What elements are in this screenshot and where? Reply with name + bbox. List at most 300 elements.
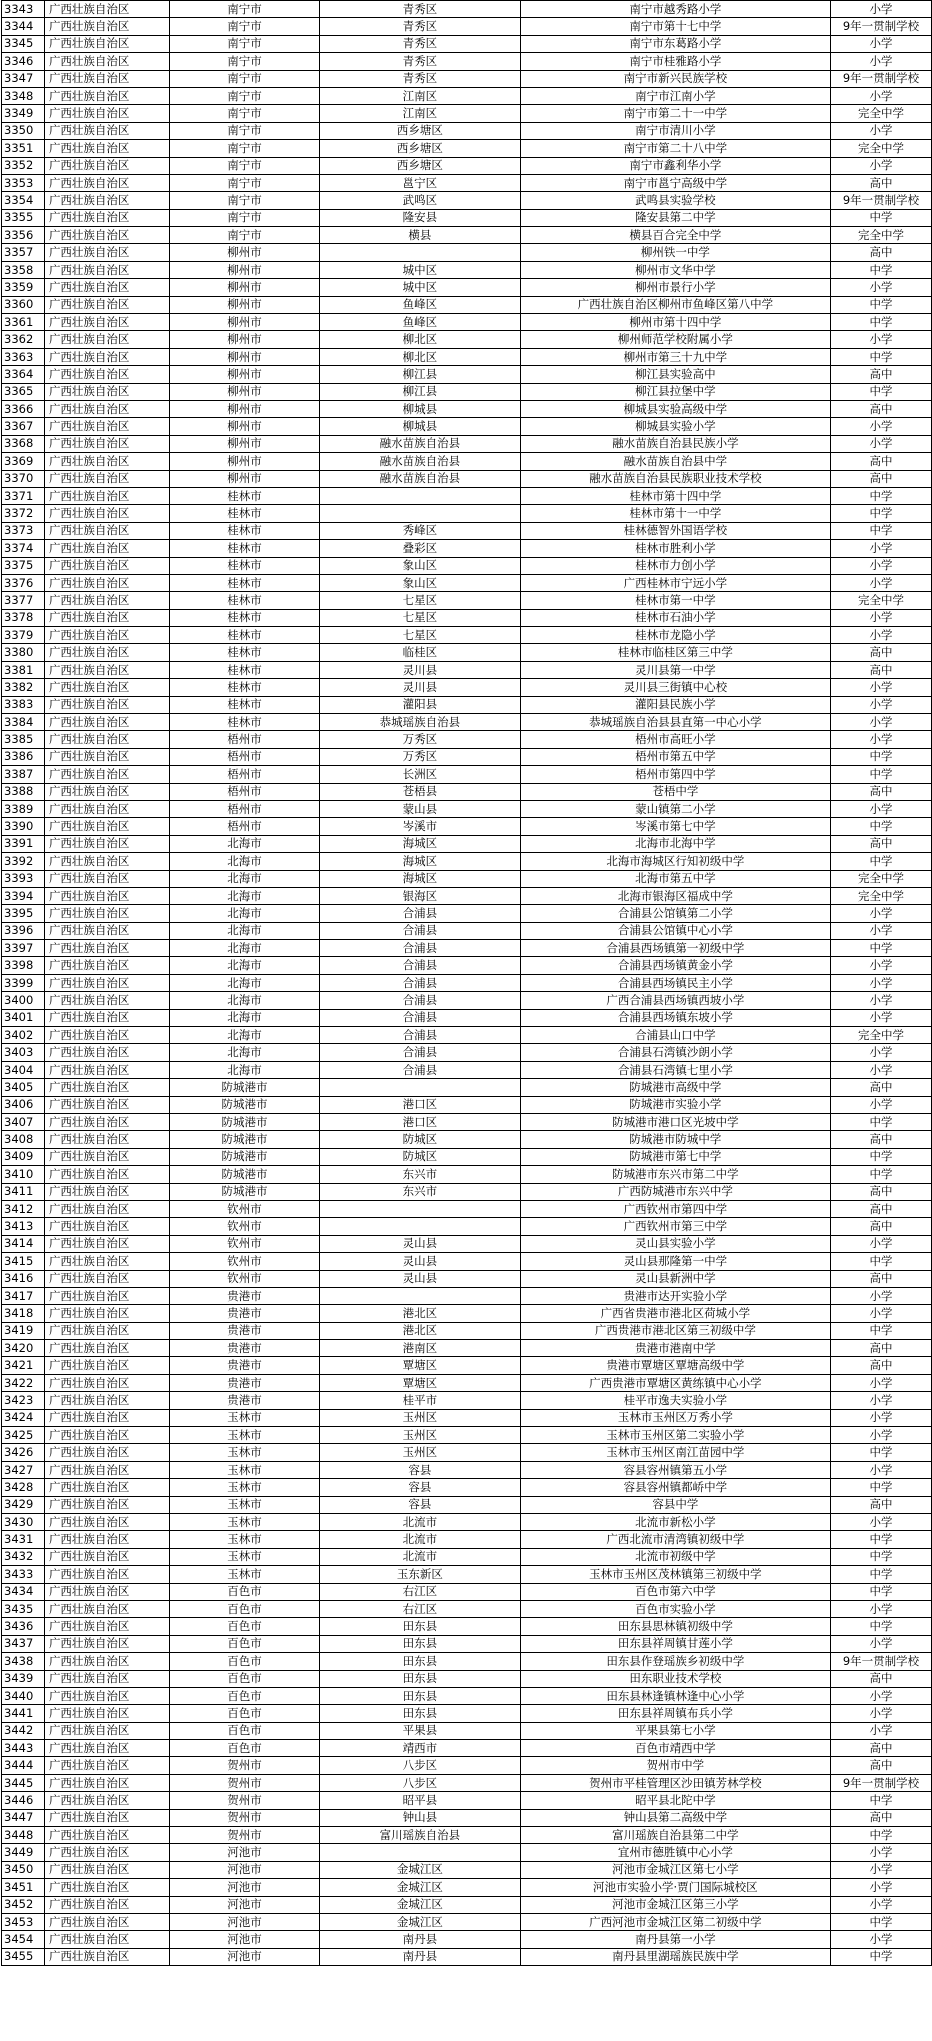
school-type-cell: 小学 <box>831 1687 932 1704</box>
province-cell: 广西壮族自治区 <box>44 1444 169 1461</box>
province-cell: 广西壮族自治区 <box>44 870 169 887</box>
province-cell: 广西壮族自治区 <box>44 1531 169 1548</box>
district-cell <box>320 1287 520 1304</box>
table-row <box>2 1340 932 1357</box>
city-cell: 桂林市 <box>169 627 319 644</box>
province-cell: 广西壮族自治区 <box>44 1287 169 1304</box>
district-cell: 隆安县 <box>320 209 520 226</box>
school-name-cell: 灵山县新洲中学 <box>520 1270 830 1287</box>
row-number-cell: 3370 <box>2 470 45 487</box>
school-type-cell: 小学 <box>831 1722 932 1739</box>
table-row <box>2 1653 932 1670</box>
table-row <box>2 1913 932 1930</box>
school-type-cell: 高中 <box>831 1357 932 1374</box>
row-number-cell: 3366 <box>2 400 45 417</box>
school-name-cell: 容县容州镇都峤中学 <box>520 1479 830 1496</box>
row-number-cell: 3353 <box>2 174 45 191</box>
district-cell: 万秀区 <box>320 748 520 765</box>
school-name-cell: 柳州师范学校附属小学 <box>520 331 830 348</box>
school-type-cell: 高中 <box>831 1496 932 1513</box>
school-name-cell: 隆安县第二中学 <box>520 209 830 226</box>
row-number-cell: 3446 <box>2 1792 45 1809</box>
school-list-table <box>1 0 932 1966</box>
table-row <box>2 174 932 191</box>
table-row <box>2 348 932 365</box>
city-cell: 北海市 <box>169 940 319 957</box>
table-row <box>2 53 932 70</box>
row-number-cell: 3425 <box>2 1427 45 1444</box>
school-name-cell: 百色市靖西中学 <box>520 1740 830 1757</box>
province-cell: 广西壮族自治区 <box>44 1931 169 1948</box>
city-cell: 南宁市 <box>169 192 319 209</box>
school-type-cell: 小学 <box>831 1235 932 1252</box>
row-number-cell: 3350 <box>2 122 45 139</box>
province-cell: 广西壮族自治区 <box>44 1809 169 1826</box>
school-name-cell: 灵山县实验小学 <box>520 1235 830 1252</box>
district-cell: 蒙山县 <box>320 800 520 817</box>
district-cell: 七星区 <box>320 627 520 644</box>
province-cell: 广西壮族自治区 <box>44 1548 169 1565</box>
school-name-cell: 合浦县山口中学 <box>520 1027 830 1044</box>
city-cell: 南宁市 <box>169 35 319 52</box>
table-row <box>2 1218 932 1235</box>
city-cell: 南宁市 <box>169 157 319 174</box>
province-cell: 广西壮族自治区 <box>44 1009 169 1026</box>
table-row <box>2 1600 932 1617</box>
school-type-cell: 中学 <box>831 1792 932 1809</box>
school-type-cell: 小学 <box>831 922 932 939</box>
school-name-cell: 灵川县第一中学 <box>520 661 830 678</box>
city-cell: 梧州市 <box>169 766 319 783</box>
province-cell: 广西壮族自治区 <box>44 1427 169 1444</box>
province-cell: 广西壮族自治区 <box>44 679 169 696</box>
city-cell: 贺州市 <box>169 1757 319 1774</box>
district-cell: 秀峰区 <box>320 522 520 539</box>
row-number-cell: 3343 <box>2 1 45 18</box>
province-cell: 广西壮族自治区 <box>44 1096 169 1113</box>
table-row <box>2 505 932 522</box>
table-row <box>2 1513 932 1530</box>
table-row <box>2 905 932 922</box>
school-name-cell: 桂平市逸夫实验小学 <box>520 1392 830 1409</box>
city-cell: 贺州市 <box>169 1774 319 1791</box>
row-number-cell: 3389 <box>2 800 45 817</box>
table-row <box>2 35 932 52</box>
school-name-cell: 恭城瑶族自治县县直第一中心小学 <box>520 714 830 731</box>
table-row <box>2 1496 932 1513</box>
city-cell: 桂林市 <box>169 487 319 504</box>
row-number-cell: 3419 <box>2 1322 45 1339</box>
school-name-cell: 广西河池市金城江区第二初级中学 <box>520 1913 830 1930</box>
city-cell: 桂林市 <box>169 696 319 713</box>
school-name-cell: 广西防城港市东兴中学 <box>520 1183 830 1200</box>
district-cell <box>320 505 520 522</box>
province-cell: 广西壮族自治区 <box>44 644 169 661</box>
city-cell: 柳州市 <box>169 348 319 365</box>
school-type-cell: 中学 <box>831 766 932 783</box>
city-cell: 贵港市 <box>169 1305 319 1322</box>
district-cell: 北流市 <box>320 1513 520 1530</box>
school-name-cell: 融水苗族自治县民族小学 <box>520 435 830 452</box>
row-number-cell: 3351 <box>2 140 45 157</box>
city-cell: 玉林市 <box>169 1427 319 1444</box>
city-cell: 北海市 <box>169 870 319 887</box>
table-row <box>2 244 932 261</box>
school-name-cell: 田东职业技术学校 <box>520 1670 830 1687</box>
row-number-cell: 3357 <box>2 244 45 261</box>
row-number-cell: 3344 <box>2 18 45 35</box>
district-cell: 横县 <box>320 227 520 244</box>
school-name-cell: 田东县祥周镇布兵小学 <box>520 1705 830 1722</box>
school-name-cell: 桂林市石油小学 <box>520 609 830 626</box>
row-number-cell: 3364 <box>2 366 45 383</box>
table-row <box>2 1287 932 1304</box>
row-number-cell: 3379 <box>2 627 45 644</box>
province-cell: 广西壮族自治区 <box>44 1653 169 1670</box>
school-type-cell: 完全中学 <box>831 1027 932 1044</box>
row-number-cell: 3395 <box>2 905 45 922</box>
province-cell: 广西壮族自治区 <box>44 887 169 904</box>
district-cell: 合浦县 <box>320 992 520 1009</box>
school-name-cell: 合浦县石湾镇沙朗小学 <box>520 1044 830 1061</box>
table-row <box>2 1148 932 1165</box>
city-cell: 桂林市 <box>169 505 319 522</box>
school-type-cell: 高中 <box>831 644 932 661</box>
row-number-cell: 3371 <box>2 487 45 504</box>
city-cell: 玉林市 <box>169 1496 319 1513</box>
row-number-cell: 3453 <box>2 1913 45 1930</box>
city-cell: 柳州市 <box>169 331 319 348</box>
city-cell: 贺州市 <box>169 1809 319 1826</box>
row-number-cell: 3363 <box>2 348 45 365</box>
city-cell: 梧州市 <box>169 818 319 835</box>
school-name-cell: 钟山县第二高级中学 <box>520 1809 830 1826</box>
school-type-cell: 高中 <box>831 244 932 261</box>
district-cell: 南丹县 <box>320 1948 520 1965</box>
school-type-cell: 小学 <box>831 974 932 991</box>
school-type-cell: 小学 <box>831 1009 932 1026</box>
school-type-cell: 小学 <box>831 714 932 731</box>
school-name-cell: 北海市银海区福成中学 <box>520 887 830 904</box>
school-name-cell: 梧州市第四中学 <box>520 766 830 783</box>
row-number-cell: 3345 <box>2 35 45 52</box>
table-row <box>2 400 932 417</box>
district-cell: 万秀区 <box>320 731 520 748</box>
row-number-cell: 3440 <box>2 1687 45 1704</box>
city-cell: 钦州市 <box>169 1235 319 1252</box>
table-row <box>2 192 932 209</box>
school-name-cell: 防城港市实验小学 <box>520 1096 830 1113</box>
table-row <box>2 748 932 765</box>
city-cell: 河池市 <box>169 1879 319 1896</box>
school-type-cell: 小学 <box>831 557 932 574</box>
city-cell: 百色市 <box>169 1635 319 1652</box>
school-name-cell: 柳州市文华中学 <box>520 261 830 278</box>
school-name-cell: 岑溪市第七中学 <box>520 818 830 835</box>
school-type-cell: 小学 <box>831 609 932 626</box>
city-cell: 百色市 <box>169 1653 319 1670</box>
district-cell: 融水苗族自治县 <box>320 435 520 452</box>
school-name-cell: 富川瑶族自治县第二中学 <box>520 1827 830 1844</box>
school-name-cell: 宜州市德胜镇中心小学 <box>520 1844 830 1861</box>
row-number-cell: 3423 <box>2 1392 45 1409</box>
school-type-cell: 中学 <box>831 348 932 365</box>
school-type-cell: 小学 <box>831 35 932 52</box>
school-type-cell: 小学 <box>831 53 932 70</box>
school-name-cell: 桂林市临桂区第三中学 <box>520 644 830 661</box>
row-number-cell: 3402 <box>2 1027 45 1044</box>
city-cell: 柳州市 <box>169 470 319 487</box>
school-name-cell: 南宁市鑫利华小学 <box>520 157 830 174</box>
school-type-cell: 高中 <box>831 1740 932 1757</box>
province-cell: 广西壮族自治区 <box>44 783 169 800</box>
table-row <box>2 1722 932 1739</box>
table-row <box>2 1357 932 1374</box>
city-cell: 北海市 <box>169 957 319 974</box>
district-cell: 银海区 <box>320 887 520 904</box>
row-number-cell: 3401 <box>2 1009 45 1026</box>
province-cell: 广西壮族自治区 <box>44 905 169 922</box>
district-cell: 田东县 <box>320 1670 520 1687</box>
table-row <box>2 70 932 87</box>
district-cell <box>320 244 520 261</box>
table-row <box>2 1096 932 1113</box>
school-name-cell: 北流市新松小学 <box>520 1513 830 1530</box>
district-cell: 灵山县 <box>320 1235 520 1252</box>
district-cell: 柳江县 <box>320 383 520 400</box>
school-name-cell: 柳江县拉堡中学 <box>520 383 830 400</box>
school-type-cell: 完全中学 <box>831 105 932 122</box>
city-cell: 钦州市 <box>169 1253 319 1270</box>
district-cell: 覃塘区 <box>320 1357 520 1374</box>
district-cell: 青秀区 <box>320 53 520 70</box>
province-cell: 广西壮族自治区 <box>44 1879 169 1896</box>
school-type-cell: 完全中学 <box>831 592 932 609</box>
row-number-cell: 3388 <box>2 783 45 800</box>
district-cell: 右江区 <box>320 1583 520 1600</box>
school-type-cell: 中学 <box>831 940 932 957</box>
city-cell: 玉林市 <box>169 1566 319 1583</box>
school-name-cell: 贺州市中学 <box>520 1757 830 1774</box>
row-number-cell: 3406 <box>2 1096 45 1113</box>
district-cell: 金城江区 <box>320 1896 520 1913</box>
district-cell: 灵川县 <box>320 679 520 696</box>
school-name-cell: 苍梧中学 <box>520 783 830 800</box>
row-number-cell: 3443 <box>2 1740 45 1757</box>
table-row <box>2 1166 932 1183</box>
province-cell: 广西壮族自治区 <box>44 1757 169 1774</box>
table-row <box>2 1114 932 1131</box>
province-cell: 广西壮族自治区 <box>44 1235 169 1252</box>
province-cell: 广西壮族自治区 <box>44 540 169 557</box>
school-type-cell: 小学 <box>831 540 932 557</box>
school-type-cell: 高中 <box>831 366 932 383</box>
school-name-cell: 桂林市胜利小学 <box>520 540 830 557</box>
school-type-cell: 小学 <box>831 731 932 748</box>
table-row <box>2 453 932 470</box>
district-cell: 长洲区 <box>320 766 520 783</box>
city-cell: 北海市 <box>169 835 319 852</box>
row-number-cell: 3422 <box>2 1374 45 1391</box>
city-cell: 防城港市 <box>169 1183 319 1200</box>
school-type-cell: 小学 <box>831 1600 932 1617</box>
district-cell: 合浦县 <box>320 1027 520 1044</box>
school-type-cell: 高中 <box>831 1079 932 1096</box>
city-cell: 玉林市 <box>169 1513 319 1530</box>
province-cell: 广西壮族自治区 <box>44 53 169 70</box>
city-cell: 玉林市 <box>169 1548 319 1565</box>
school-type-cell: 小学 <box>831 696 932 713</box>
province-cell: 广西壮族自治区 <box>44 1583 169 1600</box>
row-number-cell: 3451 <box>2 1879 45 1896</box>
row-number-cell: 3376 <box>2 574 45 591</box>
province-cell: 广西壮族自治区 <box>44 1114 169 1131</box>
district-cell: 江南区 <box>320 87 520 104</box>
school-name-cell: 田东县思林镇初级中学 <box>520 1618 830 1635</box>
table-row <box>2 1270 932 1287</box>
province-cell: 广西壮族自治区 <box>44 853 169 870</box>
city-cell: 百色市 <box>169 1740 319 1757</box>
row-number-cell: 3398 <box>2 957 45 974</box>
district-cell: 融水苗族自治县 <box>320 470 520 487</box>
city-cell: 梧州市 <box>169 783 319 800</box>
table-row <box>2 1566 932 1583</box>
city-cell: 贵港市 <box>169 1357 319 1374</box>
school-name-cell: 百色市实验小学 <box>520 1600 830 1617</box>
school-type-cell: 小学 <box>831 331 932 348</box>
table-row <box>2 835 932 852</box>
city-cell: 北海市 <box>169 1009 319 1026</box>
row-number-cell: 3428 <box>2 1479 45 1496</box>
school-type-cell: 中学 <box>831 1444 932 1461</box>
row-number-cell: 3455 <box>2 1948 45 1965</box>
school-type-cell: 完全中学 <box>831 887 932 904</box>
row-number-cell: 3355 <box>2 209 45 226</box>
row-number-cell: 3394 <box>2 887 45 904</box>
school-name-cell: 合浦县公馆镇中心小学 <box>520 922 830 939</box>
district-cell: 柳北区 <box>320 331 520 348</box>
table-row <box>2 1896 932 1913</box>
province-cell: 广西壮族自治区 <box>44 1705 169 1722</box>
school-name-cell: 北海市第五中学 <box>520 870 830 887</box>
school-name-cell: 南宁市新兴民族学校 <box>520 70 830 87</box>
district-cell: 田东县 <box>320 1687 520 1704</box>
city-cell: 南宁市 <box>169 227 319 244</box>
row-number-cell: 3396 <box>2 922 45 939</box>
school-name-cell: 梧州市高旺小学 <box>520 731 830 748</box>
row-number-cell: 3426 <box>2 1444 45 1461</box>
school-name-cell: 百色市第六中学 <box>520 1583 830 1600</box>
row-number-cell: 3448 <box>2 1827 45 1844</box>
table-row <box>2 783 932 800</box>
school-name-cell: 广西钦州市第四中学 <box>520 1200 830 1217</box>
city-cell: 防城港市 <box>169 1096 319 1113</box>
province-cell: 广西壮族自治区 <box>44 157 169 174</box>
city-cell: 南宁市 <box>169 87 319 104</box>
school-name-cell: 柳州市景行小学 <box>520 279 830 296</box>
row-number-cell: 3438 <box>2 1653 45 1670</box>
school-type-cell: 小学 <box>831 1096 932 1113</box>
district-cell <box>320 1079 520 1096</box>
row-number-cell: 3405 <box>2 1079 45 1096</box>
city-cell: 桂林市 <box>169 557 319 574</box>
school-type-cell: 高中 <box>831 1670 932 1687</box>
province-cell: 广西壮族自治区 <box>44 1218 169 1235</box>
province-cell: 广西壮族自治区 <box>44 105 169 122</box>
city-cell: 柳州市 <box>169 366 319 383</box>
table-row <box>2 1531 932 1548</box>
district-cell: 合浦县 <box>320 974 520 991</box>
row-number-cell: 3349 <box>2 105 45 122</box>
province-cell: 广西壮族自治区 <box>44 835 169 852</box>
table-row <box>2 957 932 974</box>
province-cell: 广西壮族自治区 <box>44 505 169 522</box>
city-cell: 南宁市 <box>169 70 319 87</box>
district-cell: 平果县 <box>320 1722 520 1739</box>
table-row <box>2 818 932 835</box>
district-cell: 南丹县 <box>320 1931 520 1948</box>
city-cell: 桂林市 <box>169 609 319 626</box>
school-name-cell: 南宁市邕宁高级中学 <box>520 174 830 191</box>
district-cell: 邕宁区 <box>320 174 520 191</box>
row-number-cell: 3432 <box>2 1548 45 1565</box>
province-cell: 广西壮族自治区 <box>44 1409 169 1426</box>
district-cell: 右江区 <box>320 1600 520 1617</box>
school-name-cell: 灵川县三街镇中心校 <box>520 679 830 696</box>
school-name-cell: 玉林市玉州区第二实验小学 <box>520 1427 830 1444</box>
school-type-cell: 小学 <box>831 1635 932 1652</box>
province-cell: 广西壮族自治区 <box>44 314 169 331</box>
district-cell: 苍梧县 <box>320 783 520 800</box>
school-type-cell: 小学 <box>831 1044 932 1061</box>
school-type-cell: 中学 <box>831 1618 932 1635</box>
city-cell: 南宁市 <box>169 53 319 70</box>
city-cell: 百色市 <box>169 1687 319 1704</box>
table-row <box>2 1461 932 1478</box>
district-cell: 鱼峰区 <box>320 296 520 313</box>
table-row <box>2 766 932 783</box>
province-cell: 广西壮族自治区 <box>44 696 169 713</box>
table-row <box>2 522 932 539</box>
city-cell: 柳州市 <box>169 261 319 278</box>
row-number-cell: 3404 <box>2 1061 45 1078</box>
city-cell: 防城港市 <box>169 1131 319 1148</box>
district-cell: 柳北区 <box>320 348 520 365</box>
table-row <box>2 592 932 609</box>
school-name-cell: 防城港市防城中学 <box>520 1131 830 1148</box>
school-type-cell: 中学 <box>831 522 932 539</box>
table-row <box>2 1861 932 1878</box>
province-cell: 广西壮族自治区 <box>44 18 169 35</box>
table-row <box>2 1687 932 1704</box>
table-row <box>2 1253 932 1270</box>
province-cell: 广西壮族自治区 <box>44 1896 169 1913</box>
district-cell: 玉州区 <box>320 1427 520 1444</box>
province-cell: 广西壮族自治区 <box>44 957 169 974</box>
row-number-cell: 3418 <box>2 1305 45 1322</box>
province-cell: 广西壮族自治区 <box>44 766 169 783</box>
city-cell: 钦州市 <box>169 1270 319 1287</box>
row-number-cell: 3356 <box>2 227 45 244</box>
table-row <box>2 1 932 18</box>
city-cell: 柳州市 <box>169 383 319 400</box>
row-number-cell: 3369 <box>2 453 45 470</box>
city-cell: 梧州市 <box>169 731 319 748</box>
city-cell: 北海市 <box>169 992 319 1009</box>
city-cell: 百色市 <box>169 1618 319 1635</box>
table-row <box>2 227 932 244</box>
row-number-cell: 3384 <box>2 714 45 731</box>
